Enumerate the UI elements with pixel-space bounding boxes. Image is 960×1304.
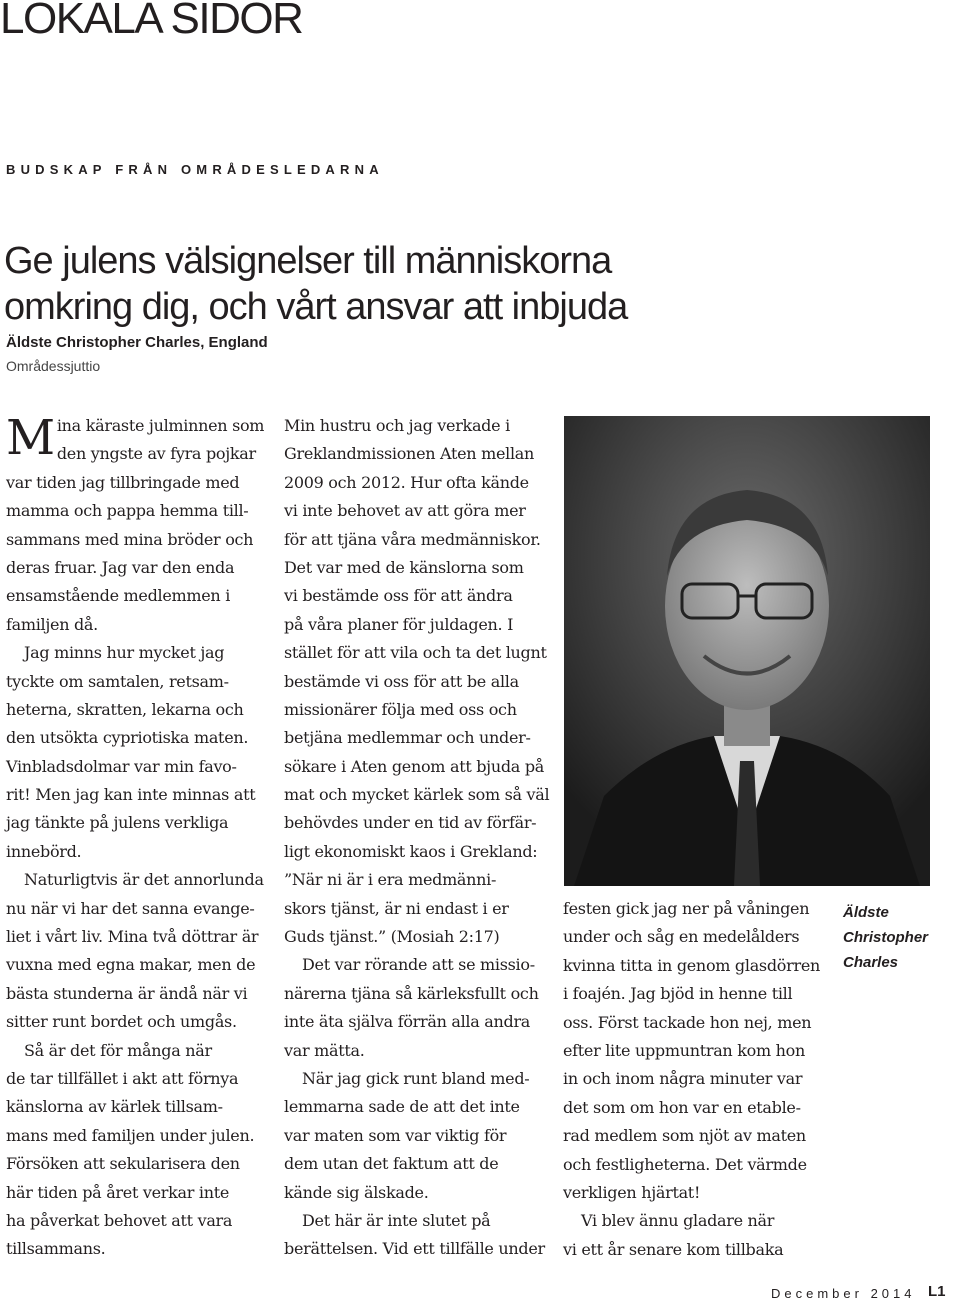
author-photo xyxy=(564,416,930,886)
text-line: Min hustru och jag verkade i xyxy=(284,416,510,435)
text-line: sitter runt bordet och umgås. xyxy=(6,1012,237,1032)
text-line: Naturligtvis är det annorlunda xyxy=(24,870,264,890)
text-line: Guds tjänst.” (Mosiah 2:17) xyxy=(284,927,500,947)
text-line: missionärer följa med oss och xyxy=(284,699,517,719)
text-line: Försöken att sekularisera den xyxy=(6,1154,240,1174)
text-line: den yngste av fyra pojkar xyxy=(56,444,256,464)
text-line: för att tjäna våra medmänniskor. xyxy=(284,529,541,549)
text-line: ina käraste julminnen som xyxy=(56,416,265,435)
article-headline xyxy=(4,238,944,330)
caption-line-1: Äldste xyxy=(843,904,889,921)
text-line: lemmarna sade de att det inte xyxy=(284,1097,520,1117)
text-line: sökare i Aten genom att bjuda på xyxy=(284,756,544,776)
text-line: det som om hon var en etable- xyxy=(563,1097,801,1117)
text-line: mans med familjen under julen. xyxy=(6,1125,255,1145)
text-line: kvinna titta in genom glasdörren xyxy=(563,955,820,975)
text-line: närerna tjäna så kärleksfullt och xyxy=(284,983,539,1003)
text-line: vi inte behovet av att göra mer xyxy=(284,501,526,521)
text-line: rad medlem som njöt av maten xyxy=(563,1126,806,1146)
text-line: och festligheterna. Det värmde xyxy=(563,1154,807,1174)
article-author: Äldste Christopher Charles, England xyxy=(6,334,268,351)
text-line: bästa stunderna är ändå när vi xyxy=(6,983,248,1003)
caption-line-3: Charles xyxy=(843,954,899,971)
text-line: Det var med de känslorna som xyxy=(284,557,524,577)
drop-cap: M xyxy=(6,410,55,466)
text-line: 2009 och 2012. Hur ofta kände xyxy=(284,472,529,492)
text-line: heterna, skratten, lekarna och xyxy=(6,699,244,719)
text-line: ligt ekonomiskt kaos i Grekland: xyxy=(284,841,538,861)
headline-line-2: omkring dig, och vårt ansvar att inbjuda xyxy=(4,286,628,328)
text-line: kände sig älskade. xyxy=(284,1182,429,1202)
text-line: i foajén. Jag bjöd in henne till xyxy=(563,984,793,1004)
text-line: inte äta själva förrän alla andra xyxy=(284,1012,531,1032)
text-line: festen gick jag ner på våningen xyxy=(563,899,810,918)
text-line: vi ett år senare kom tillbaka xyxy=(563,1239,784,1259)
text-line: innebörd. xyxy=(6,841,82,861)
text-line: deras fruar. Jag var den enda xyxy=(6,557,235,577)
text-line: Vinbladsdolmar var min favo- xyxy=(6,756,237,776)
text-line: på våra planer för juldagen. I xyxy=(284,614,514,634)
portrait-illustration xyxy=(564,416,930,886)
text-line: in och inom några minuter var xyxy=(563,1069,803,1089)
article-column-1 xyxy=(6,412,274,1264)
text-line: jag tänkte på julens verkliga xyxy=(6,813,229,833)
headline-line-1: Ge julens välsignelser till människorna xyxy=(4,240,612,282)
issue-date: December 2014 xyxy=(771,1286,916,1301)
text-line: under och såg en medelålders xyxy=(563,927,800,947)
text-line: var maten som var viktig för xyxy=(284,1125,507,1145)
article-column-2 xyxy=(284,412,554,1264)
text-line: berättelsen. Vid ett tillfälle under xyxy=(284,1239,545,1259)
author-role: Områdessjuttio xyxy=(6,358,101,374)
text-line: känslorna av kärlek tillsam- xyxy=(6,1097,223,1117)
text-line: var mätta. xyxy=(284,1040,365,1060)
photo-caption xyxy=(843,900,928,975)
text-line: Greklandmissionen Aten mellan xyxy=(284,444,535,464)
text-line: familjen då. xyxy=(6,614,98,634)
text-line: ”När ni är i era medmänni- xyxy=(284,870,497,890)
text-line: mamma och pappa hemma till- xyxy=(6,501,249,521)
text-line: dem utan det faktum att de xyxy=(284,1154,499,1174)
text-line: tillsammans. xyxy=(6,1239,106,1259)
section-kicker: BUDSKAP FRÅN OMRÅDESLEDARNA xyxy=(6,162,384,177)
text-line: vuxna med egna makar, men de xyxy=(6,955,256,975)
text-line: Det var rörande att se missio- xyxy=(302,955,535,975)
text-line: tyckte om samtalen, retsam- xyxy=(6,671,229,691)
text-line: verkligen hjärtat! xyxy=(563,1182,701,1202)
text-line: liet i vårt liv. Mina två döttrar är xyxy=(6,927,259,947)
text-line: var tiden jag tillbringade med xyxy=(6,472,240,492)
text-line: När jag gick runt bland med- xyxy=(302,1068,530,1088)
text-line: ensamstående medlemmen i xyxy=(6,586,231,606)
text-line: Det här är inte slutet på xyxy=(302,1210,491,1230)
text-line: mat och mycket kärlek som så väl xyxy=(284,785,550,805)
article-column-3 xyxy=(563,895,825,1264)
text-line: sammans med mina bröder och xyxy=(6,529,254,549)
text-line: här tiden på året verkar inte xyxy=(6,1182,230,1202)
caption-line-2: Christopher xyxy=(843,929,929,946)
text-line: ha påverkat behovet att vara xyxy=(6,1210,233,1230)
text-line: den utsökta cypriotiska maten. xyxy=(6,728,249,748)
text-line: Jag minns hur mycket jag xyxy=(24,643,225,663)
page-number: L1 xyxy=(928,1283,946,1300)
text-line: de tar tillfället i akt att förnya xyxy=(6,1068,239,1088)
text-line: behövdes under en tid av förfär- xyxy=(284,813,537,833)
text-line: bestämde vi oss för att be alla xyxy=(284,671,519,691)
text-line: Vi blev ännu gladare när xyxy=(581,1211,775,1231)
text-line: skors tjänst, är ni endast i er xyxy=(284,898,509,918)
text-line: vi bestämde oss för att ändra xyxy=(284,586,513,606)
text-line: rit! Men jag kan inte minnas att xyxy=(6,785,256,805)
text-line: oss. Först tackade hon nej, men xyxy=(563,1012,812,1032)
text-line: Så är det för många när xyxy=(24,1040,212,1060)
page-section-title: LOKALA SIDOR xyxy=(0,0,303,43)
text-line: stället för att vila och ta det lugnt xyxy=(284,643,547,663)
text-line: nu när vi har det sanna evange- xyxy=(6,898,255,918)
text-line: betjäna medlemmar och under- xyxy=(284,728,531,748)
text-line: efter lite uppmuntran kom hon xyxy=(563,1040,805,1060)
